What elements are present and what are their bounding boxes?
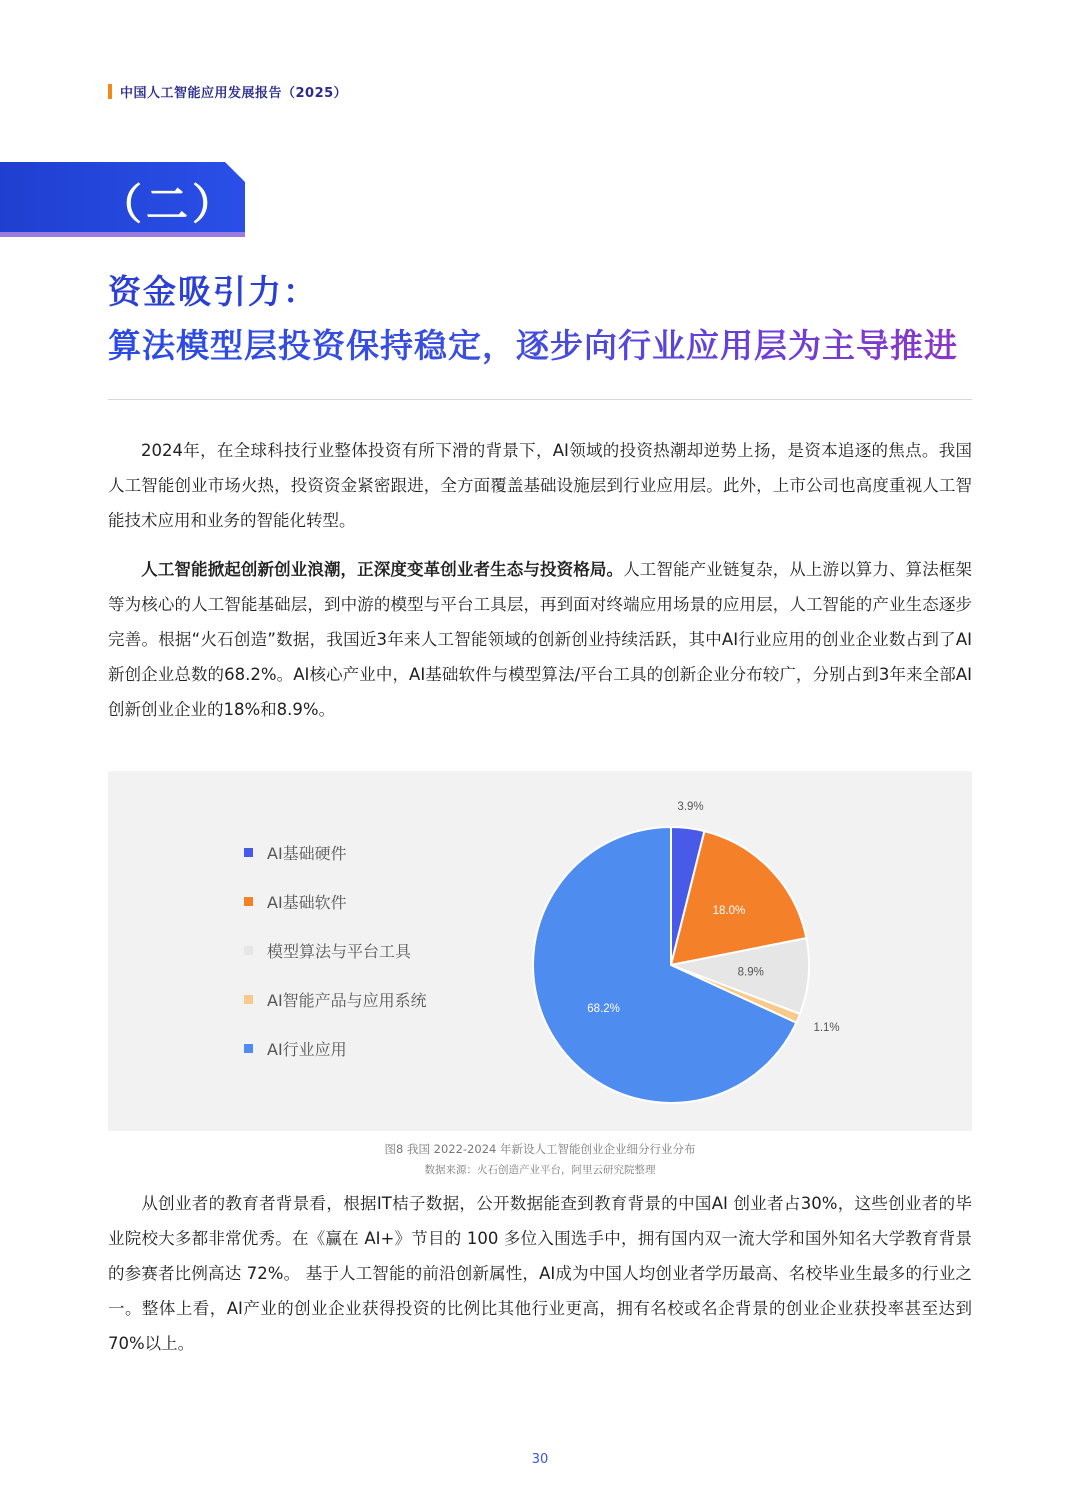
section-number: （二）: [100, 180, 239, 229]
legend-label: AI智能产品与应用系统: [267, 991, 427, 1010]
paragraph-3-text: 从创业者的教育者背景看，根据IT桔子数据，公开数据能查到教育背景的中国AI 创业者占30%，这些创业者的毕业院校大多都非常优秀。在《赢在 AI+》节目的 100 多位入围选手中，拥有国内双一流大学和国外知名大学教育背景的参赛者比例高达 72%。 基于人工智能的前沿创新属性，AI成为中国人均创业者学历最高、名校毕业生最多的行业之一。整体上看，AI产业的创业企业获得投资的比例比其他行业更高，拥有名校或名企背景的创业企业获投率甚至达到70%以上。: [108, 1194, 972, 1353]
pie-data-label: 1.1%: [813, 1021, 840, 1034]
pie-chart: [108, 771, 972, 1131]
pie-data-label: 68.2%: [587, 1003, 620, 1016]
pie-data-label: 18.0%: [712, 904, 746, 917]
page-number: 30: [531, 1452, 549, 1467]
legend-label: AI基础硬件: [267, 844, 347, 863]
legend-label: AI基础软件: [267, 893, 347, 912]
legend-label: 模型算法与平台工具: [267, 942, 412, 961]
pie-data-label: 8.9%: [737, 966, 764, 979]
legend-label: AI行业应用: [267, 1040, 347, 1059]
report-header: [108, 83, 347, 99]
section-tab: [0, 162, 245, 238]
figure-source: 数据来源：火石创造产业平台，阿里云研究院整理: [424, 1164, 656, 1176]
report-title: 中国人工智能应用发展报告（2025）: [120, 85, 348, 101]
paragraph-2-text: 人工智能产业链复杂，从上游以算力、算法框架等为核心的人工智能基础层，到中游的模型与平台工具层，再到面对终端应用场景的应用层，人工智能的产业生态逐步完善。根据“火石创造”数据，我国近3年来人工智能领域的创新创业持续活跃，其中AI行业应用的创业企业数占到了AI新创企业总数的68.2%。AI核心产业中，AI基础软件与模型算法/平台工具的创新企业分布较广，分别占到3年来全部AI创新创业企业的18%和8.9%。: [108, 560, 973, 719]
paragraph-1-text: 2024年，在全球科技行业整体投资有所下滑的背景下，AI领域的投资热潮却逆势上扬，是资本追逐的焦点。我国人工智能创业市场火热，投资资金紧密跟进，全方面覆盖基础设施层到行业应用层。此外，上市公司也高度重视人工智能技术应用和业务的智能化转型。: [108, 441, 972, 530]
paragraph-1: [108, 433, 972, 538]
page-title-line1: 资金吸引力：: [108, 272, 318, 311]
pie-chart-panel: [108, 771, 972, 1131]
pie-data-label: 3.9%: [677, 801, 704, 814]
paragraph-2: [108, 552, 972, 727]
title-divider: [108, 399, 972, 400]
page-title-line2: 算法模型层投资保持稳定，逐步向行业应用层为主导推进: [108, 320, 958, 367]
figure-caption: 图8 我国 2022-2024 年新设人工智能创业企业细分行业分布: [384, 1142, 696, 1156]
paragraph-3: [108, 1186, 972, 1361]
paragraph-2-lead: 人工智能掀起创新创业浪潮，正深度变革创业者生态与投资格局。: [141, 560, 624, 579]
header-accent-bar: [108, 84, 112, 99]
